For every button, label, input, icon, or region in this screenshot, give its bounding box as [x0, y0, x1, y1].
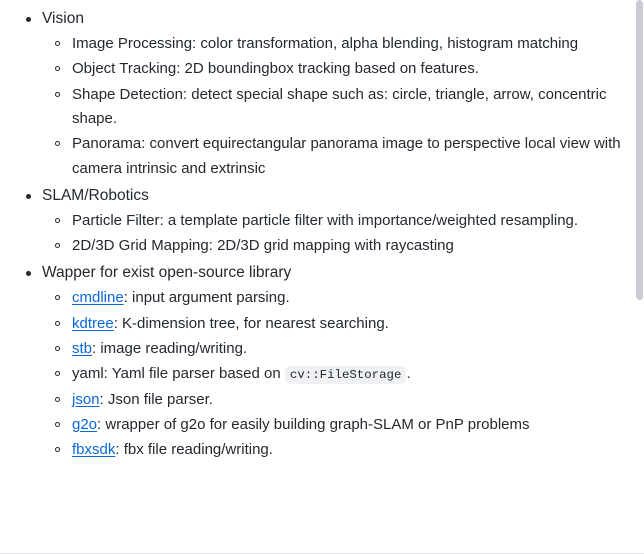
list-item-text: : fbx file reading/writing. — [115, 441, 273, 459]
list-item-text: Panorama: convert equirectangular panorama image to perspective local view with camera intrinsic and extrinsic — [72, 135, 621, 177]
vertical-scrollbar[interactable] — [635, 0, 644, 554]
list-item — [42, 32, 630, 56]
list-item-stb — [42, 337, 630, 361]
list-item — [42, 132, 630, 181]
feature-list — [14, 6, 630, 463]
section-vision — [14, 6, 630, 181]
list-item — [42, 83, 630, 132]
list-item-text: : input argument parsing. — [123, 289, 290, 307]
list-item-text-after: . — [406, 365, 411, 383]
list-item-text: 2D/3D Grid Mapping: 2D/3D grid mapping with raycasting — [72, 237, 454, 255]
list-item-text: Particle Filter: a template particle filter with importance/weighted resampling. — [72, 211, 579, 229]
list-item-text: Shape Detection: detect special shape such as: circle, triangle, arrow, concentric shape. — [72, 85, 607, 127]
list-item — [42, 209, 630, 233]
link-stb[interactable]: stb — [72, 340, 93, 358]
slam-sublist — [42, 209, 630, 259]
link-fbxsdk[interactable]: fbxsdk — [72, 441, 116, 459]
section-slam-robotics — [14, 183, 630, 259]
link-json[interactable]: json — [72, 390, 100, 408]
link-cmdline[interactable]: cmdline — [72, 289, 124, 307]
list-item-text: : image reading/writing. — [92, 340, 248, 358]
list-item-yaml — [42, 362, 630, 386]
list-item-kdtree — [42, 312, 630, 336]
section-wrapper-libraries — [14, 260, 630, 462]
list-item-g2o — [42, 413, 630, 437]
list-item-text: : Json file parser. — [99, 390, 213, 408]
list-item — [42, 57, 630, 81]
list-item-text: Image Processing: color transformation, alpha blending, histogram matching — [72, 35, 579, 53]
list-item-cmdline — [42, 286, 630, 310]
inline-code-filestorage: cv::FileStorage — [285, 366, 407, 384]
section-title: SLAM/Robotics — [42, 186, 149, 204]
list-item-text: yaml: Yaml file parser based on — [72, 365, 285, 383]
list-item-text: : wrapper of g2o for easily building graph-SLAM or PnP problems — [97, 415, 530, 433]
list-item-text: : K-dimension tree, for nearest searching. — [113, 314, 389, 332]
list-item-fbxsdk — [42, 438, 630, 462]
list-item-json — [42, 388, 630, 412]
link-kdtree[interactable]: kdtree — [72, 314, 114, 332]
link-g2o[interactable]: g2o — [72, 415, 98, 433]
vision-sublist — [42, 32, 630, 181]
wrapper-sublist — [42, 286, 630, 462]
section-title: Vision — [42, 10, 84, 27]
section-title: Wapper for exist open-source library — [42, 264, 292, 282]
list-item — [42, 234, 630, 258]
scrollbar-thumb[interactable] — [636, 0, 643, 300]
list-item-text: Object Tracking: 2D boundingbox tracking based on features. — [72, 60, 479, 78]
